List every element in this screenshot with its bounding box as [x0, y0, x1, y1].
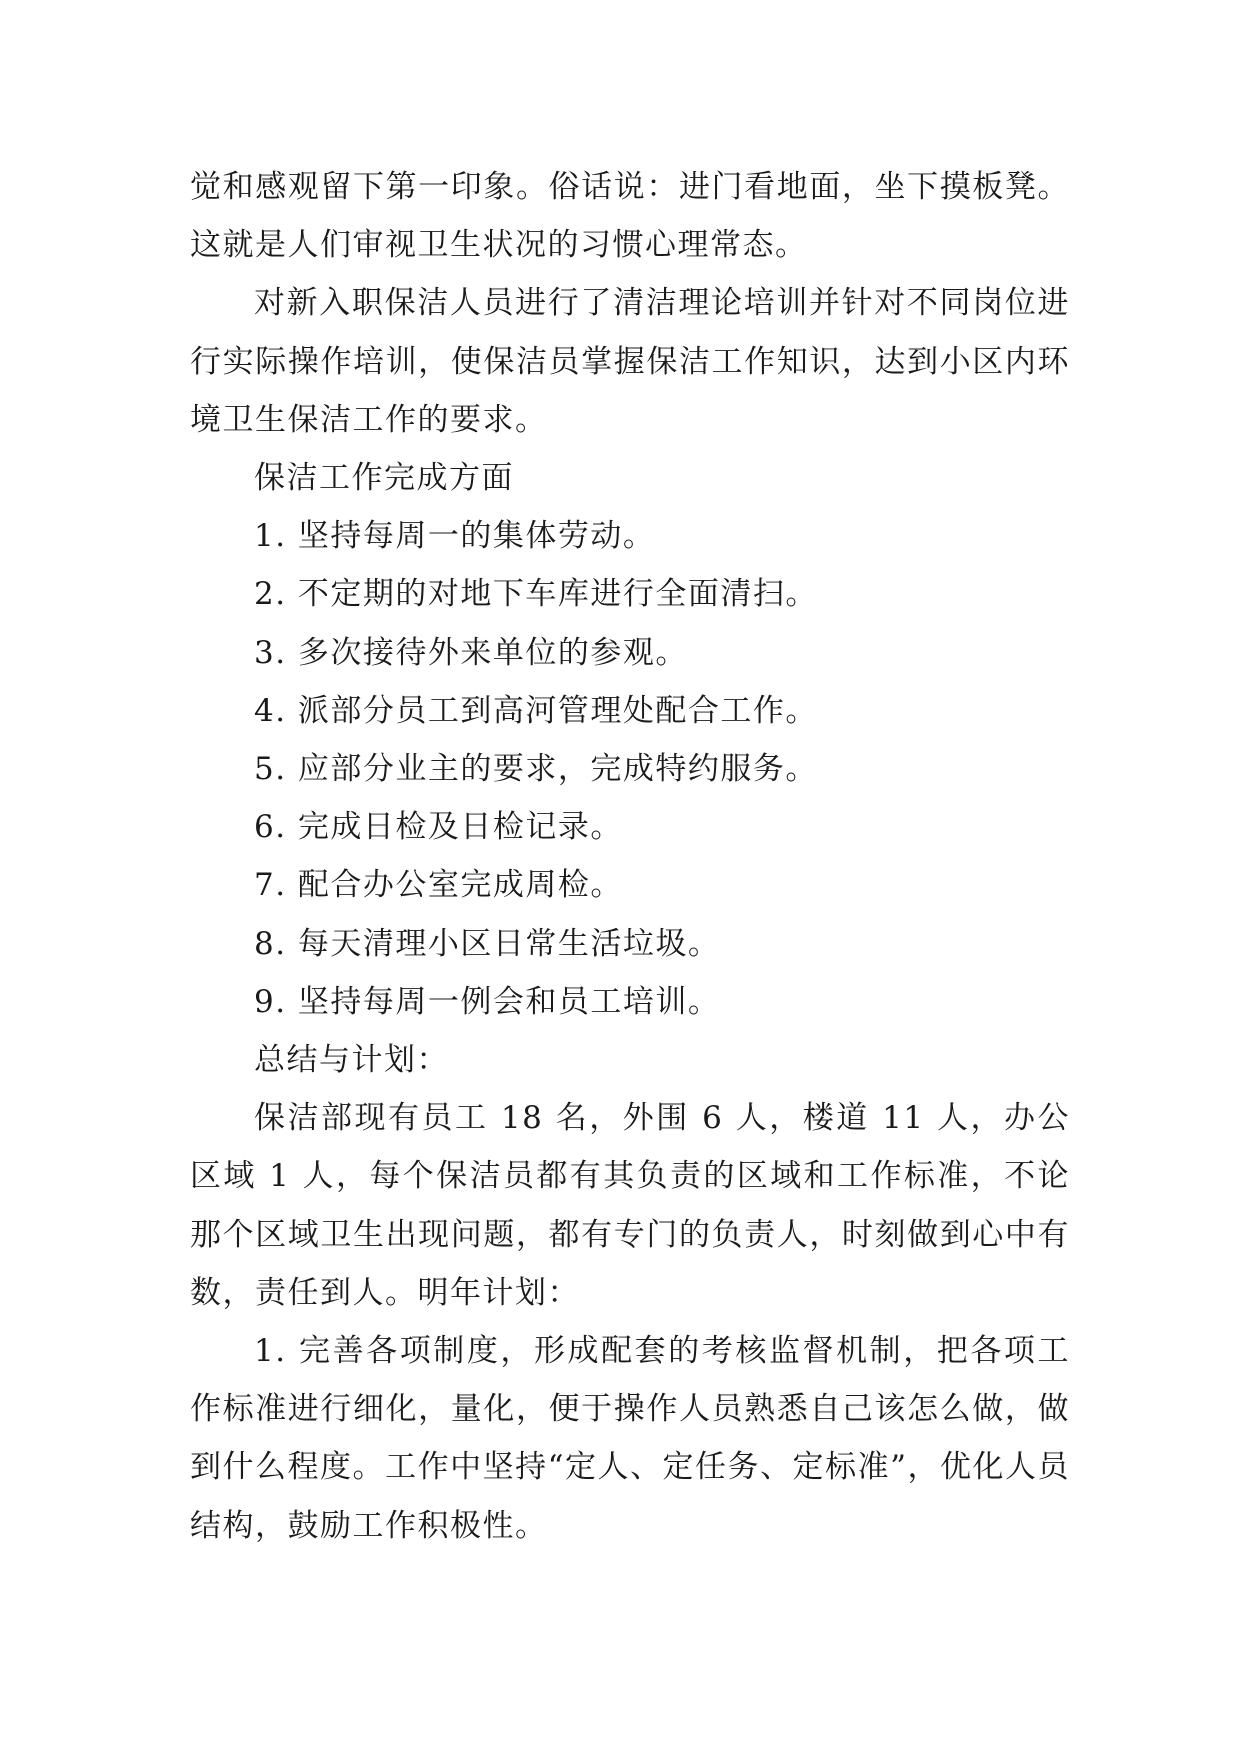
list-item-1: 1. 坚持每周一的集体劳动。: [254, 518, 656, 555]
list-item-6: 6. 完成日检及日检记录。: [254, 809, 623, 846]
list-item-4: 4. 派部分员工到高河管理处配合工作。: [254, 692, 818, 729]
paragraph-1: 觉和感观留下第一印象。俗话说：进门看地面，坐下摸板凳。这就是人们审视卫生状况的习惯心理常态。: [190, 169, 1070, 264]
list-item-2: 2. 不定期的对地下车库进行全面清扫。: [254, 576, 818, 613]
list-item-5: 5. 应部分业主的要求，完成特约服务。: [254, 751, 818, 788]
paragraph-2: 对新入职保洁人员进行了清洁理论培训并针对不同岗位进行实际操作培训，使保洁员掌握保洁工作知识，达到小区内环境卫生保洁工作的要求。: [190, 285, 1070, 438]
list-item-8: 8. 每天清理小区日常生活垃圾。: [254, 925, 721, 962]
list-item-9: 9. 坚持每周一例会和员工培训。: [254, 983, 721, 1020]
paragraph-staff-summary: 保洁部现有员工 18 名，外围 6 人，楼道 11 人，办公区域 1 人，每个保洁员都有其负责的区域和工作标准，不论那个区域卫生出现问题，都有专门的负责人，时刻做到心中有数，责任到人。明年计划：: [190, 1100, 1070, 1311]
plan-item-1: 1. 完善各项制度，形成配套的考核监督机制，把各项工作标准进行细化，量化，便于操作人员熟悉自己该怎么做，做到什么程度。工作中坚持“定人、定任务、定标准”，优化人员结构，鼓励工作积极性。: [190, 1333, 1070, 1544]
section-heading-cleaning-work: 保洁工作完成方面: [254, 460, 514, 497]
list-item-3: 3. 多次接待外来单位的参观。: [254, 634, 688, 671]
document-body: [190, 158, 1070, 1555]
list-item-7: 7. 配合办公室完成周检。: [254, 867, 623, 904]
section-heading-summary-plan: 总结与计划：: [254, 1042, 449, 1079]
